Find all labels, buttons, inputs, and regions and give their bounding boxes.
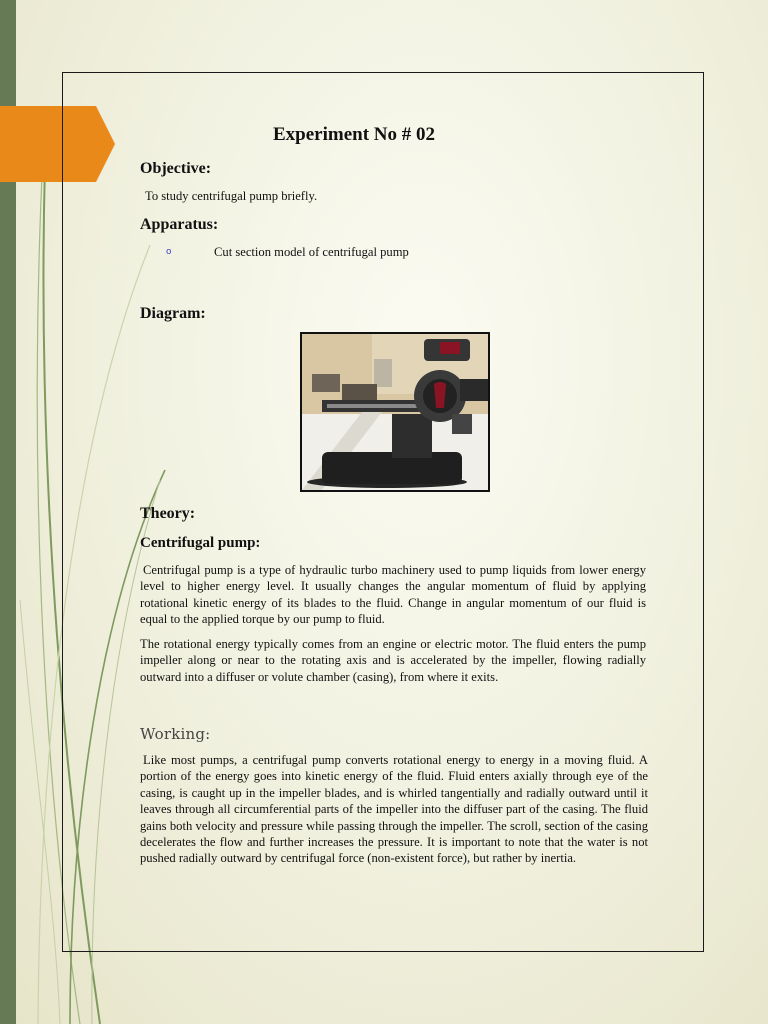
theory-paragraph-2: The rotational energy typically comes from an engine or electric motor. The fluid enters the pump impeller along or near to the rotating axis and is accelerated by the impeller, flowing radially outward into a diffuser or volute chamber (casing), from where it exits. — [140, 637, 646, 684]
centrifugal-pump-photo — [300, 332, 490, 492]
experiment-title: Experiment No # 02 — [272, 124, 435, 145]
theory-heading: Theory: — [140, 505, 196, 522]
objective-heading: Objective: — [140, 160, 212, 177]
centrifugal-pump-subheading: Centrifugal pump: — [140, 535, 261, 551]
bullet-icon: o — [166, 247, 172, 257]
theory-paragraph-1: Centrifugal pump is a type of hydraulic turbo machinery used to pump liquids from lower energy level to higher energy level. It usually changes the angular momentum of fluid by applying rotational kinetic energy of its blades to the fluid. Change in angular momentum of our fluid is equal to the applied torque by our pump to fluid. — [140, 563, 646, 627]
working-paragraph: Like most pumps, a centrifugal pump converts rotational energy to energy in a moving fluid. A portion of the energy goes into kinetic energy of the fluid. Fluid enters axially through eye of the casing, is caught up in the impeller blades, and is whirled tangentially and radially outward until it leaves through all circumferential parts of the impeller into the diffuser part of the casing. The fluid gains both velocity and pressure while passing through the impeller. The scroll, section of the casing decelerates the flow and further increases the pressure. It is important to note that the water is not pushed radially outward by centrifugal force (non-existent force), but rather by inertia. — [140, 753, 648, 866]
apparatus-heading: Apparatus: — [140, 216, 219, 233]
working-heading: Working: — [140, 725, 211, 743]
objective-text: To study centrifugal pump briefly. — [145, 189, 318, 203]
apparatus-item: Cut section model of centrifugal pump — [214, 245, 409, 259]
pump-photo-illustration — [302, 334, 488, 490]
diagram-heading: Diagram: — [140, 305, 206, 322]
